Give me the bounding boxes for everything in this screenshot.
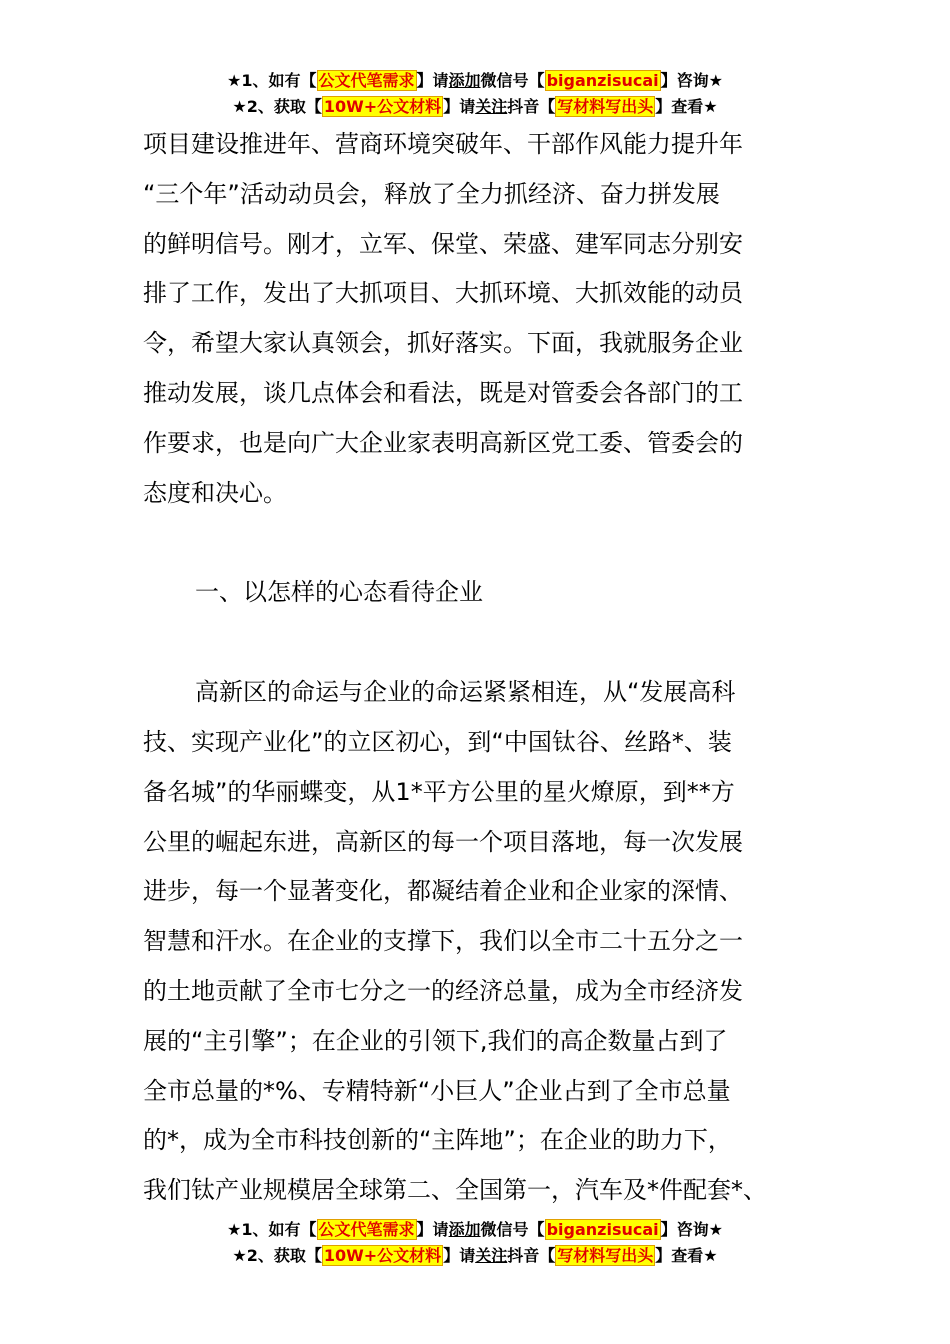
text-line: 的*，成为全市科技创新的“主阵地”；在企业的助力下， (143, 1126, 732, 1155)
banner-text: 】咨询★ (660, 71, 723, 90)
banner-text: 】请 (416, 1220, 449, 1239)
highlight-text: 10W+公文材料 (323, 1246, 442, 1265)
highlight-text: 公文代笔需求 (318, 71, 415, 90)
banner-text: 】咨询★ (660, 1220, 723, 1239)
highlight-text: 公文代笔需求 (318, 1220, 415, 1239)
banner-text: ★1、如有【 (227, 1220, 317, 1239)
paragraph-gap (143, 618, 815, 668)
top-banner (0, 68, 950, 120)
text-line: 高新区的命运与企业的命运紧紧相连，从“发展高科 (195, 678, 736, 707)
highlight-text: 写材料写出头 (557, 97, 654, 116)
banner-text: 】查看★ (655, 97, 718, 116)
banner-text: 抖音【 (507, 1246, 556, 1265)
text-line: 推动发展，谈几点体会和看法，既是对管委会各部门的工 (143, 378, 743, 407)
banner-text: 】请 (416, 71, 449, 90)
text-line: 全市总量的*%、专精特新“小巨人”企业占到了全市总量 (143, 1076, 731, 1105)
text-line: 进步，每一个显著变化，都凝结着企业和企业家的深情、 (143, 877, 743, 906)
underlined-text: 添加 (448, 71, 481, 90)
text-line: 态度和决心。 (143, 478, 287, 507)
text-line: 排了工作，发出了大抓项目、大抓环境、大抓效能的动员 (143, 279, 743, 308)
bottom-banner (0, 1217, 950, 1269)
banner-text: ★2、获取【 (232, 97, 322, 116)
banner-text: 】请 (443, 1246, 476, 1265)
text-line: 技、实现产业化”的立区初心，到“中国钛谷、丝路*、装 (143, 727, 732, 756)
document-body (143, 120, 815, 1216)
section-heading: 一、以怎样的心态看待企业 (195, 578, 483, 607)
underlined-text: 添加 (448, 1220, 481, 1239)
paragraph-gap (143, 518, 815, 568)
text-line: 项目建设推进年、营商环境突破年、干部作风能力提升年 (143, 130, 743, 158)
banner-line-1 (0, 1217, 950, 1243)
text-line: 的土地贡献了全市七分之一的经济总量，成为全市经济发 (143, 976, 743, 1005)
banner-text: 微信号【 (480, 71, 545, 90)
text-line: 我们钛产业规模居全球第二、全国第一，汽车及*件配套*、 (143, 1176, 767, 1205)
highlight-text: 写材料写出头 (557, 1246, 654, 1265)
text-line: 备名城”的华丽蝶变，从1*平方公里的星火燎原，到**方 (143, 777, 735, 806)
text-line: 作要求，也是向广大企业家表明高新区党工委、管委会的 (143, 428, 743, 457)
text-line: 令，希望大家认真领会，抓好落实。下面，我就服务企业 (143, 329, 743, 358)
underlined-text: 关注 (475, 1246, 508, 1265)
highlight-text: biganzisucai (546, 71, 659, 90)
banner-text: 】请 (443, 97, 476, 116)
highlight-text: 10W+公文材料 (323, 97, 442, 116)
banner-text: ★1、如有【 (227, 71, 317, 90)
banner-line-2 (0, 94, 950, 120)
banner-line-2 (0, 1243, 950, 1269)
highlight-text: biganzisucai (546, 1220, 659, 1239)
banner-text: 微信号【 (480, 1220, 545, 1239)
text-line: 公里的崛起东进，高新区的每一个项目落地，每一次发展 (143, 827, 743, 856)
banner-text: ★2、获取【 (232, 1246, 322, 1265)
underlined-text: 关注 (475, 97, 508, 116)
banner-text: 】查看★ (655, 1246, 718, 1265)
banner-line-1 (0, 68, 950, 94)
text-line: 智慧和汗水。在企业的支撑下，我们以全市二十五分之一 (143, 927, 743, 956)
text-line: 展的“主引擎”；在企业的引领下,我们的高企数量占到了 (143, 1026, 728, 1055)
text-line: “三个年”活动动员会，释放了全力抓经济、奋力拼发展 (143, 179, 720, 208)
text-line: 的鲜明信号。刚才，立军、保堂、荣盛、建军同志分别安 (143, 229, 743, 258)
banner-text: 抖音【 (507, 97, 556, 116)
